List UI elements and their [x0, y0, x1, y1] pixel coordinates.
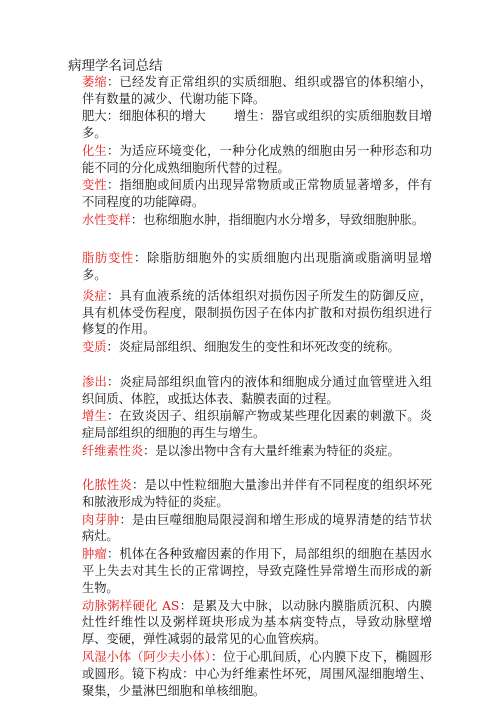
- separator: ：: [107, 143, 120, 158]
- term: 纤维素性炎: [82, 443, 144, 458]
- separator: ：: [143, 443, 156, 458]
- separator: ：: [119, 512, 133, 527]
- entry-metaplasia: [82, 143, 432, 177]
- entry-purulent-inflammation: [82, 477, 432, 511]
- entry-fibrinous-inflammation: [82, 443, 432, 460]
- term: 脂肪变性: [82, 250, 134, 265]
- term: 肉芽肿: [82, 512, 120, 527]
- term: 变性: [82, 178, 108, 193]
- term: 化脓性炎: [82, 478, 133, 493]
- separator: ：: [107, 409, 120, 424]
- term: 渗出: [82, 374, 108, 389]
- document-title: 病理学名词总结: [68, 58, 163, 74]
- separator: ：: [107, 75, 120, 89]
- entry-exudation: [82, 374, 432, 408]
- definition: 细胞体积的增大: [119, 109, 206, 124]
- definition: 器官或组织的实质细胞数目增多。: [82, 109, 433, 141]
- term: 萎缩: [82, 75, 108, 89]
- definition: 位于心肌间质，心内膜下皮下，椭圆形或圆形。镜下构成：中心为纤维素性坏死，周围风湿细胞增生、聚集，少量淋巴细胞和单核细胞。: [82, 650, 433, 698]
- definition: 是以渗出物中含有大量纤维素为特征的炎症。: [155, 443, 400, 458]
- entry-degeneration: [82, 177, 432, 211]
- separator: ：: [107, 288, 120, 303]
- separator: ：: [107, 374, 120, 389]
- term: 肥大: [82, 109, 107, 124]
- separator: ：: [132, 478, 145, 493]
- definition: 除脂肪细胞外的实质细胞内出现脂滴或脂滴明显增多。: [82, 250, 433, 282]
- entry-granuloma: [82, 512, 432, 546]
- term: 动脉粥样硬化 AS: [82, 598, 180, 613]
- entry-fatty-change: [82, 250, 432, 284]
- entry-alteration: [82, 339, 432, 356]
- separator: ：: [179, 598, 193, 613]
- term: 化生: [82, 143, 108, 158]
- term: 肿瘤: [82, 546, 108, 561]
- definition: 炎症局部组织、细胞发生的变性和坏死改变的统称。: [118, 340, 400, 355]
- term: 变质: [82, 340, 107, 355]
- definition: 炎症局部组织血管内的液体和细胞成分通过血管壁进入组织间质、体腔，或抵达体表、黏膜表面的过程。: [82, 374, 433, 406]
- definition: 指细胞或间质内出现异常物质或正常物质显著增多，伴有不同程度的功能障碍。: [82, 178, 433, 210]
- entry-tumor: [82, 546, 432, 596]
- entry-inflammation: [82, 288, 432, 338]
- entry-hypertrophy-hyperplasia: [82, 108, 432, 142]
- separator: ：: [106, 340, 119, 355]
- definition: 为适应环境变化，一种分化成熟的细胞由另一种形态和功能不同的分化成熟细胞所代替的过程。: [82, 143, 433, 175]
- separator: ：: [133, 250, 147, 265]
- definition: 已经发育正常组织的实质细胞、组织或器官的体积缩小，伴有数量的减少、代谢功能下降。: [82, 75, 433, 106]
- entry-hydropic-change: [82, 212, 432, 229]
- term: 风湿小体（阿少夫小体）: [82, 650, 211, 665]
- definition: 在致炎因子、组织崩解产物或某些理化因素的刺激下。炎症局部组织的细胞的再生与增生。: [82, 409, 433, 441]
- entry-atherosclerosis: [82, 598, 432, 648]
- entry-proliferation: [82, 408, 432, 442]
- entry-aschoff-body: [82, 649, 432, 699]
- separator: ：: [106, 109, 120, 124]
- definition: 是以中性粒细胞大量渗出并伴有不同程度的组织坏死和脓液形成为特征的炎症。: [82, 478, 433, 509]
- definition: 是由巨噬细胞局限浸润和增生形成的境界清楚的结节状病灶。: [82, 512, 433, 544]
- definition: 机体在各种致瘤因素的作用下，局部组织的细胞在基因水平上失去对其生长的正常调控，导致克隆性异常增生而形成的新生物。: [82, 546, 433, 595]
- term: 炎症: [82, 288, 108, 303]
- term: 水性变样: [82, 212, 131, 227]
- separator: ：: [258, 109, 272, 124]
- separator: ：: [211, 650, 224, 665]
- term: 增生: [82, 409, 108, 424]
- separator: ：: [130, 212, 144, 227]
- definition: 是累及大中脉，以动脉内膜脂质沉积、内膜灶性纤维性以及粥样斑块形成为基本病变特点，导致动脉壁增厚、变硬，弹性减弱的最常见的心血管疾病。: [82, 598, 433, 647]
- separator: ：: [107, 546, 120, 561]
- separator: ：: [107, 178, 120, 193]
- term: 增生: [233, 109, 259, 124]
- definition: 具有血液系统的活体组织对损伤因子所发生的防御反应，具有机体受伤程度，限制损伤因子在体内扩散和对损伤组织进行修复的作用。: [82, 288, 433, 337]
- definition: 也称细胞水肿，指细胞内水分增多，导致细胞肿胀。: [143, 212, 425, 227]
- entry-atrophy: [82, 74, 432, 108]
